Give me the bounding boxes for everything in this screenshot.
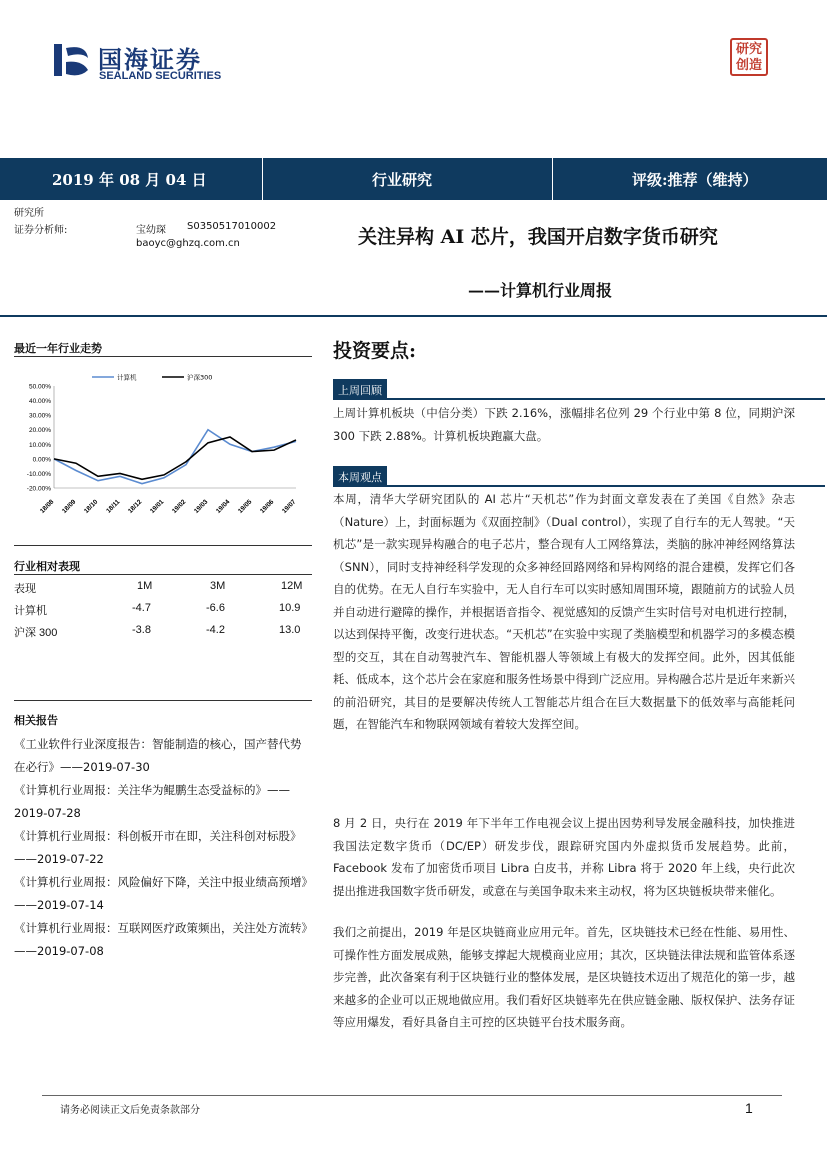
related-reports-list <box>14 733 312 963</box>
section-label <box>333 466 825 487</box>
report-title: 关注异构 AI 芯片，我国开启数字货币研究 <box>358 226 718 248</box>
rating: 评级:推荐（维持） <box>632 171 758 189</box>
perf-row-label: 计算机 <box>14 605 47 617</box>
legend-label: 沪深300 <box>187 373 213 382</box>
perf-col-header: 12M <box>281 580 303 592</box>
x-tick-label: 18/12 <box>126 498 144 515</box>
view-paragraph-1: 本周，清华大学研究团队的 AI 芯片“天机芯”作为封面文章发表在了美国《自然》杂志（Nature）上，封面标题为《双面控制》（Dual control），实现了自行车的无人驾驶。“天机芯”是一款实现异构融合的电子芯片，整合现有人工网络算法，类脑的脉冲神经网络算法（SNN），同时支持神经科学发现的众多神经回路网络和异构网络的混合建模，发挥它们各自的优势。在无人自行车实验中，无人自行车可以实时感知周围环境，跟随前方的试验人员并自动进行避障的操作，并根据语音指令、视觉感知的反馈产生实时信号对电机进行控制，以达到保持平衡，改变行进状态。“天机芯”在实验中实现了类脑模型和机器学习的多模态模型的交互，其在自动驾驶汽车、智能机器人等领域上有极大的发挥空间。此外，因其低能耗、低成本，这个芯片会在家庭和服务性场景中得到广泛应用。异构融合芯片是近年来新兴的前沿研究，其目的是要解决传统人工智能芯片组合在巨大数据量下的低效率与高能耗问题，在智能汽车和物联网领域有着较大发挥空间。 <box>333 492 795 731</box>
perf-cell: -4.2 <box>206 624 225 636</box>
x-tick-label: 19/03 <box>192 498 210 515</box>
brand-name-en: SEALAND SECURITIES <box>99 70 222 82</box>
last-week-paragraph: 上周计算机板块（中信分类）下跌 2.16%，涨幅排名位列 29 个行业中第 8 位，同期沪深 300 下跌 2.88%。计算机板块跑赢大盘。 <box>333 406 795 443</box>
research-seal-icon: 研究创造 <box>730 38 768 76</box>
y-tick-label: -10.00% <box>26 470 51 478</box>
divider <box>0 315 827 317</box>
perf-cell: -6.6 <box>206 602 225 614</box>
page-number: 1 <box>745 1100 753 1116</box>
invest-heading: 投资要点: <box>333 340 417 362</box>
perf-heading: 行业相对表现 <box>14 560 80 573</box>
related-heading: 相关报告 <box>14 714 58 727</box>
x-tick-label: 19/07 <box>280 498 298 515</box>
divider <box>552 158 553 200</box>
related-report-item[interactable]: 《计算机行业周报：关注华为鲲鹏生态受益标的》——2019-07-28 <box>14 783 290 820</box>
perf-col-header: 1M <box>137 580 153 592</box>
analyst-role: 证券分析师: <box>14 225 68 236</box>
y-tick-label: 0.00% <box>32 456 51 464</box>
y-tick-label: 10.00% <box>28 441 51 449</box>
y-tick-label: 20.00% <box>28 427 51 435</box>
perf-cell: -3.8 <box>132 624 151 636</box>
x-tick-label: 19/01 <box>148 498 166 515</box>
footer-disclaimer: 请务必阅读正文后免责条款部分 <box>60 1105 200 1116</box>
perf-col-header: 表现 <box>14 583 36 595</box>
perf-cell: 13.0 <box>279 624 301 636</box>
divider <box>14 700 312 701</box>
perf-col-header: 3M <box>210 580 226 592</box>
x-tick-label: 18/10 <box>82 498 100 515</box>
x-tick-label: 19/02 <box>170 498 188 515</box>
industry-trend-chart <box>14 370 304 530</box>
perf-cell: 10.9 <box>279 602 301 614</box>
title-bar <box>0 158 827 200</box>
view-paragraph-3: 我们之前提出，2019 年是区块链商业应用元年。首先，区块链技术已经在性能、易用性、可操作性方面发展成熟，能够支撑起大规模商业应用；其次，区块链法律法规和监管体系逐步完善，此次备案有利于区块链行业的整体发展，是区块链技术迈出了规范化的第一步，越来越多的企业可以正规地做应用。我们看好区块链率先在供应链金融、版权保护、法务存证等应用爆发，看好具备自主可控的区块链平台技术服务商。 <box>333 925 795 1029</box>
series-line-hs300 <box>54 437 296 479</box>
perf-row-label: 沪深 300 <box>14 627 58 639</box>
divider <box>14 574 312 575</box>
report-date: 2019 年 08 月 04 日 <box>52 171 207 189</box>
dept-label: 研究所 <box>14 208 44 219</box>
divider <box>42 1095 782 1096</box>
y-tick-label: 30.00% <box>28 412 51 420</box>
analyst-name: 宝幼琛 <box>136 225 166 236</box>
x-tick-label: 19/05 <box>236 498 254 515</box>
y-tick-label: -20.00% <box>26 485 51 493</box>
x-tick-label: 19/06 <box>258 498 276 515</box>
divider <box>262 158 263 200</box>
analyst-license: S0350517010002 <box>187 221 277 232</box>
related-report-item[interactable]: 《计算机行业周报：风险偏好下降，关注中报业绩高预增》——2019-07-14 <box>14 875 308 912</box>
report-category: 行业研究 <box>372 171 433 189</box>
section-label-text: 本周观点 <box>333 466 387 485</box>
divider <box>14 356 312 357</box>
section-label <box>333 379 825 400</box>
x-tick-label: 18/11 <box>105 498 122 515</box>
related-report-item[interactable]: 《计算机行业周报：互联网医疗政策频出，关注处方流转》——2019-07-08 <box>14 921 308 958</box>
perf-cell: -4.7 <box>132 602 151 614</box>
analyst-email[interactable]: baoyc@ghzq.com.cn <box>136 238 240 249</box>
brand-logo-icon <box>52 40 92 80</box>
brand-name-cn: 国海证券 <box>98 45 202 74</box>
trend-heading: 最近一年行业走势 <box>14 342 102 355</box>
divider <box>14 545 312 546</box>
x-tick-label: 18/09 <box>60 498 78 515</box>
related-report-item[interactable]: 《工业软件行业深度报告：智能制造的核心，国产替代势在必行》——2019-07-30 <box>14 737 302 774</box>
y-tick-label: 50.00% <box>28 383 51 391</box>
report-subtitle: ——计算机行业周报 <box>468 281 613 300</box>
x-tick-label: 19/04 <box>214 498 232 515</box>
view-paragraph-2: 8 月 2 日，央行在 2019 年下半年工作电视会议上提出因势利导发展金融科技，加快推进我国法定数字货币（DC/EP）研发步伐，跟踪研究国内外虚拟货币发展趋势。此前，Facebook 发布了加密货币项目 Libra 白皮书，并称 Libra 将于 2020 年上线，央行此次提出推进我国数字货币研发，或意在与美国争取未来主动权，将为区块链板块带来催化。 <box>333 816 795 898</box>
x-tick-label: 18/08 <box>38 498 56 515</box>
series-line-computer <box>54 430 296 484</box>
related-report-item[interactable]: 《计算机行业周报：科创板开市在即，关注科创对标股》——2019-07-22 <box>14 829 302 866</box>
legend-label: 计算机 <box>117 373 137 382</box>
section-label-text: 上周回顾 <box>333 379 387 398</box>
y-tick-label: 40.00% <box>28 398 51 406</box>
